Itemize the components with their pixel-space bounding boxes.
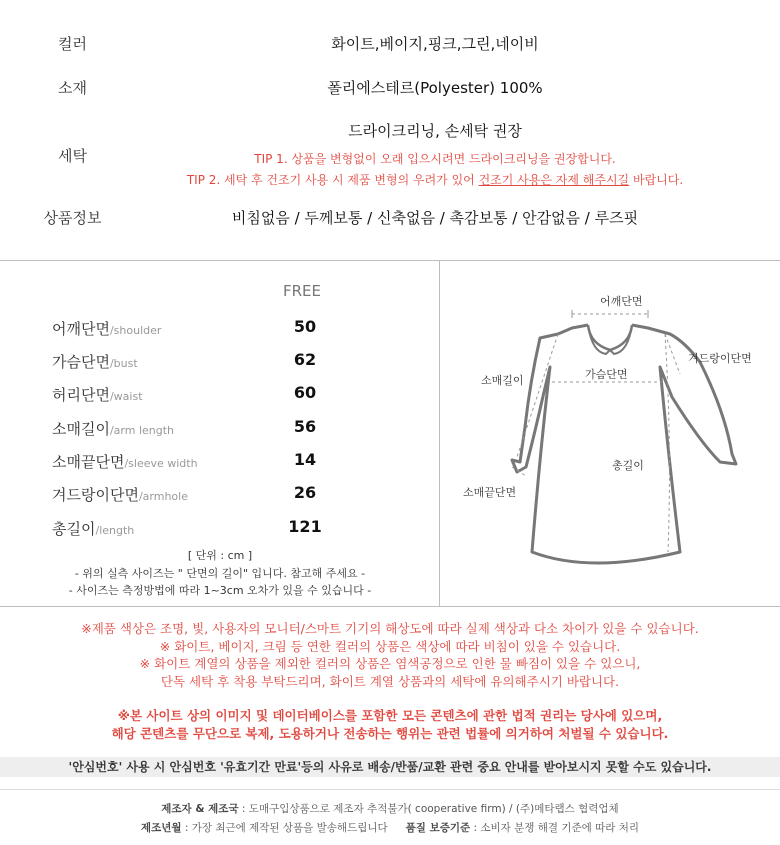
diagram-label-bust: 가슴단면: [585, 368, 628, 381]
size-row-value-arm-length: 56: [293, 417, 317, 436]
product-info-value: 비침없음 / 두께보통 / 신축없음 / 촉감보통 / 안감없음 / 루즈핏: [231, 209, 639, 227]
legal-notice-1: ※본 사이트 상의 이미지 및 데이터베이스를 포함한 모든 콘텐츠에 관한 법적 권리는 당사에 있으며,: [117, 708, 663, 723]
diagram-label-shoulder: 어깨단면: [600, 295, 643, 308]
size-row-value-waist: 60: [293, 383, 317, 402]
footer-date-warranty: 제조년월 : 가장 최근에 제작된 상품을 발송해드립니다 품질 보증기준 : 소비자 분쟁 해결 기준에 따라 처리: [140, 822, 640, 834]
size-row-label-shoulder: 어깨단면/shoulder: [52, 320, 162, 338]
warning-line-4: 단독 세탁 후 착용 부탁드리며, 화이트 계열 상품과의 세탁에 유의해주시기 바랍니다.: [160, 674, 620, 689]
size-row-label-armhole: 겨드랑이단면/armhole: [52, 486, 188, 504]
color-value: 화이트,베이지,핑크,그린,네이비: [331, 35, 539, 53]
dress-diagram: [440, 262, 780, 606]
size-row-value-shoulder: 50: [293, 317, 317, 336]
diagram-label-sleeve-width: 소매끝단면: [463, 486, 517, 499]
size-row-value-length: 121: [288, 517, 322, 536]
tip-2: TIP 2. 세탁 후 건조기 사용 시 제품 변형의 우려가 있어 건조기 사용은 자제 해주시길 바랍니다.: [186, 173, 684, 187]
diagram-label-length: 총길이: [612, 459, 644, 472]
size-row-value-bust: 62: [293, 350, 317, 369]
size-row-label-arm-length: 소매길이/arm length: [52, 420, 175, 438]
material-label: 소재: [58, 79, 87, 97]
divider-middle: [0, 606, 780, 607]
size-row-value-armhole: 26: [293, 483, 317, 502]
material-value: 폴리에스테르(Polyester) 100%: [327, 79, 543, 97]
color-label: 컬러: [58, 35, 87, 53]
warning-line-3: ※ 화이트 계열의 상품을 제외한 컬러의 상품은 염색공정으로 인한 물 빠짐이 있을 수 있으니,: [139, 656, 641, 671]
diagram-label-arm-length: 소매길이: [481, 374, 524, 387]
size-row-label-length: 총길이/length: [52, 520, 135, 538]
product-info-label: 상품정보: [43, 209, 102, 227]
footer-maker: 제조자 & 제조국 : 도매구입상품으로 제조자 추적불가( cooperative firm) / (주)메타랩스 협력업체: [161, 803, 619, 815]
warning-line-1: ※제품 색상은 조명, 빛, 사용자의 모니터/스마트 기기의 해상도에 따라 실제 색상과 다소 차이가 있을 수 있습니다.: [81, 621, 699, 636]
size-note-2: - 사이즈는 측정방법에 따라 1~3cm 오차가 있을 수 있습니다 -: [68, 584, 372, 597]
wash-value: 드라이크리닝, 손세탁 권장: [348, 122, 522, 140]
unit-note: [ 단위 : cm ]: [187, 549, 253, 562]
size-row-label-sleeve-width: 소매끝단면/sleeve width: [52, 453, 198, 471]
divider-footer: [0, 789, 780, 790]
size-column-header: FREE: [282, 282, 321, 300]
size-note-1: - 위의 실측 사이즈는 " 단면의 길이" 입니다. 참고해 주세요 -: [74, 567, 366, 580]
safe-number-banner: [0, 757, 780, 777]
wash-label: 세탁: [58, 147, 87, 165]
divider-top: [0, 260, 780, 261]
diagram-label-armhole: 겨드랑이단면: [688, 352, 752, 365]
safe-number-banner-text: '안심번호' 사용 시 안심번호 '유효기간 만료'등의 사유로 배송/반품/교환 관련 중요 안내를 받아보시지 못할 수도 있습니다.: [68, 760, 712, 774]
tip-1: TIP 1. 상품을 변형없이 오래 입으시려면 드라이크리닝을 권장합니다.: [254, 152, 616, 166]
warning-line-2: ※ 화이트, 베이지, 크림 등 연한 컬러의 상품은 색상에 따라 비침이 있을 수 있습니다.: [159, 639, 621, 654]
size-row-label-bust: 가슴단면/bust: [52, 353, 138, 371]
size-row-value-sleeve-width: 14: [293, 450, 317, 469]
size-row-label-waist: 허리단면/waist: [52, 386, 143, 404]
legal-notice-2: 해당 콘텐츠를 무단으로 복제, 도용하거나 전송하는 행위는 관련 법률에 의거하여 처벌될 수 있습니다.: [111, 726, 669, 741]
